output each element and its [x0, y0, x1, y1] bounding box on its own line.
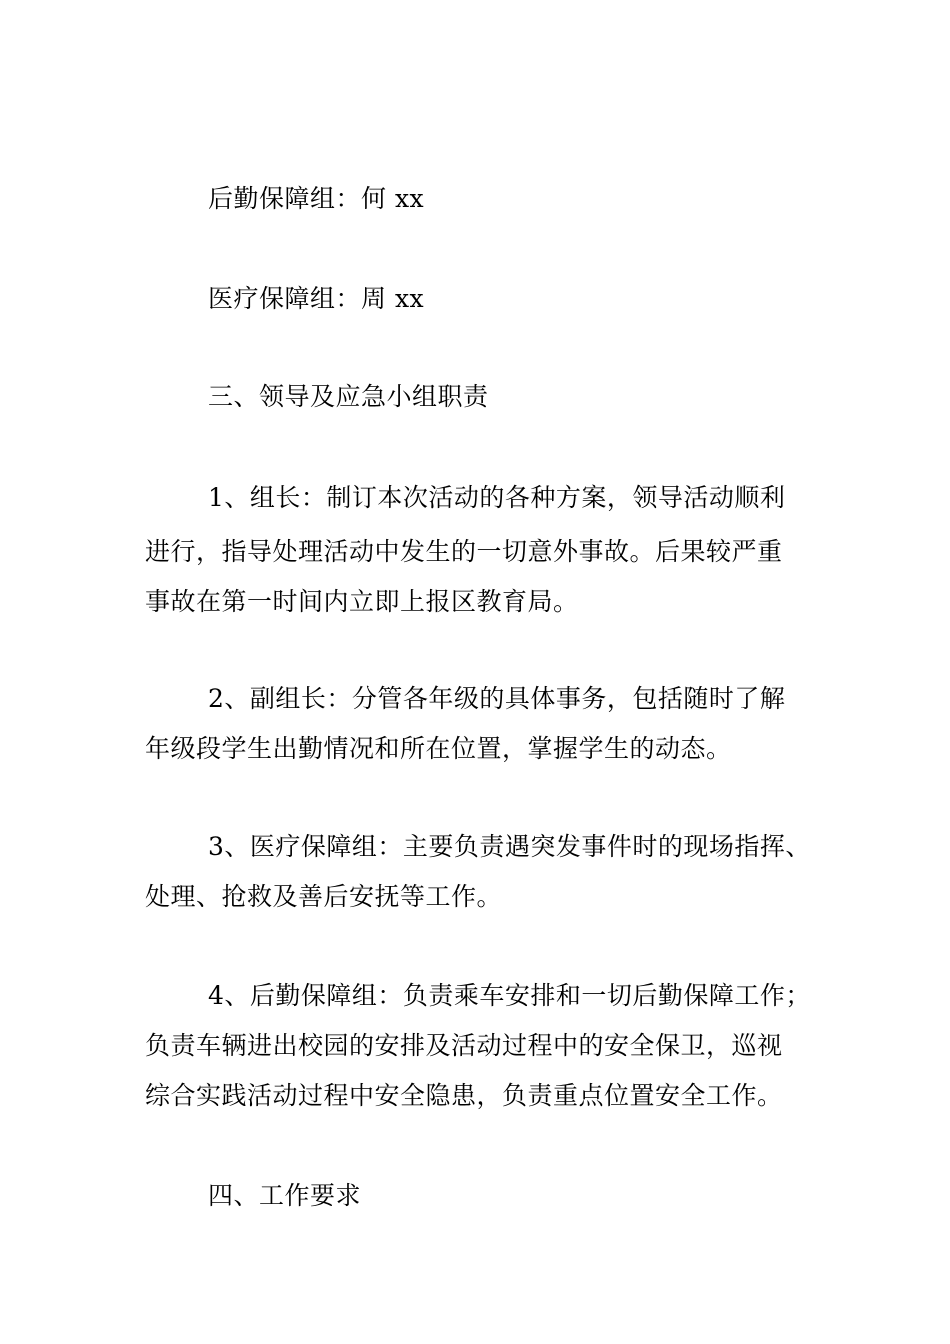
paragraph-1-line-3: 事故在第一时间内立即上报区教育局。: [145, 587, 579, 616]
paragraph-2-line-2: 年级段学生出勤情况和所在位置，掌握学生的动态。: [145, 734, 732, 763]
section-heading-4: 四、工作要求: [208, 1181, 362, 1210]
paragraph-3-line-2: 处理、抢救及善后安抚等工作。: [145, 882, 503, 911]
logistics-group-line: 后勤保障组：何 xx: [208, 184, 425, 213]
medical-group-line: 医疗保障组：周 xx: [208, 284, 425, 313]
paragraph-4-line-1: 4、后勤保障组：负责乘车安排和一切后勤保障工作；: [208, 981, 811, 1010]
paragraph-4-line-2: 负责车辆进出校园的安排及活动过程中的安全保卫，巡视: [145, 1031, 783, 1060]
section-heading-3: 三、领导及应急小组职责: [208, 382, 489, 411]
paragraph-2-line-1: 2、副组长：分管各年级的具体事务，包括随时了解: [208, 684, 786, 713]
paragraph-1-line-2: 进行，指导处理活动中发生的一切意外事故。后果较严重: [145, 537, 783, 566]
paragraph-4-line-3: 综合实践活动过程中安全隐患，负责重点位置安全工作。: [145, 1081, 783, 1110]
paragraph-3-line-1: 3、医疗保障组：主要负责遇突发事件时的现场指挥、: [208, 832, 811, 861]
paragraph-1-line-1: 1、组长：制订本次活动的各种方案，领导活动顺利: [208, 483, 786, 512]
